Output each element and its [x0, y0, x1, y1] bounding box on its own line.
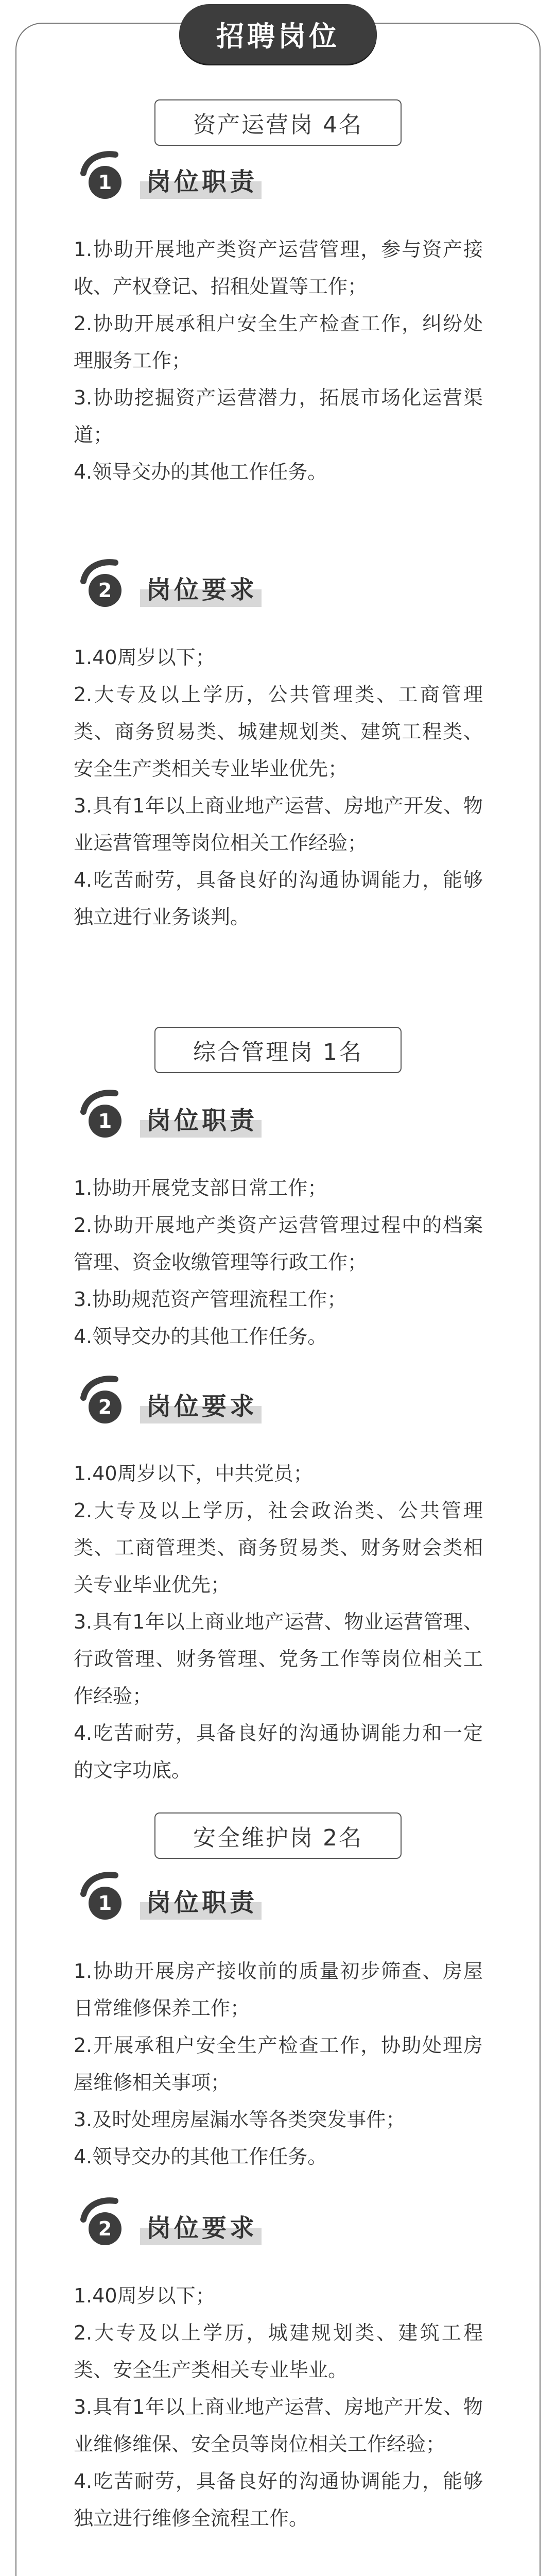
section-header-requirements — [77, 1374, 335, 1431]
list-item: 3.具有1年以上商业地产运营、物业运营管理、行政管理、财务管理、党务工作等岗位相关工作经验； — [74, 1611, 483, 1707]
list-item: 2.协助开展地产类资产运营管理过程中的档案管理、资金收缴管理等行政工作； — [74, 1214, 483, 1274]
list-item: 4.吃苦耐劳，具备良好的沟通协调能力，能够独立进行业务谈判。 — [74, 869, 483, 928]
section-heading: 岗位职责 — [146, 167, 258, 196]
section-number-badge: 1 — [89, 1105, 121, 1138]
list-item: 4.吃苦耐劳，具备良好的沟通协调能力和一定的文字功底。 — [74, 1722, 483, 1782]
list-item: 4.吃苦耐劳，具备良好的沟通协调能力，能够独立进行维修全流程工作。 — [74, 2470, 483, 2530]
list-item: 1.协助开展地产类资产运营管理，参与资产接收、产权登记、招租处置等工作； — [74, 238, 483, 298]
section-heading: 岗位要求 — [146, 1392, 258, 1421]
section-number-badge: 1 — [89, 1887, 121, 1920]
list-item: 2.开展承租户安全生产检查工作，协助处理房屋维修相关事项； — [74, 2034, 483, 2094]
position-title-tag — [154, 1027, 402, 1073]
section-header-duties — [77, 1088, 335, 1145]
section-header-requirements — [77, 2196, 335, 2252]
section-header-duties — [77, 1870, 335, 1927]
position-title-tag — [154, 99, 402, 146]
list-item: 4.领导交办的其他工作任务。 — [74, 461, 327, 483]
requirements-list — [74, 1455, 483, 1789]
section-heading: 岗位要求 — [146, 575, 258, 604]
page-title — [179, 4, 377, 64]
section-header-requirements — [77, 557, 335, 614]
list-item: 2.大专及以上学历，社会政治类、公共管理类、工商管理类、商务贸易类、财务财会类相关专业毕业优先； — [74, 1499, 483, 1596]
requirements-list — [74, 639, 483, 936]
position-title: 资产运营岗 4名 — [193, 112, 363, 138]
list-item: 1.协助开展房产接收前的质量初步筛查、房屋日常维修保养工作； — [74, 1960, 483, 2020]
section-number-badge: 1 — [89, 166, 121, 199]
duties-list — [74, 1953, 483, 2175]
list-item: 3.及时处理房屋漏水等各类突发事件； — [74, 2108, 406, 2131]
section-heading: 岗位职责 — [146, 1888, 258, 1917]
position-title: 综合管理岗 1名 — [193, 1039, 363, 1065]
position-title: 安全维护岗 2名 — [193, 1825, 363, 1851]
duties-list — [74, 1170, 483, 1355]
page-title-text: 招聘岗位 — [216, 20, 340, 53]
section-header-duties — [77, 149, 335, 206]
list-item: 1.40周岁以下； — [74, 646, 215, 669]
list-item: 2.大专及以上学历，公共管理类、工商管理类、商务贸易类、城建规划类、建筑工程类、安全生产类相关专业毕业优先； — [74, 683, 483, 780]
list-item: 4.领导交办的其他工作任务。 — [74, 2145, 327, 2168]
list-item: 3.具有1年以上商业地产运营、房地产开发、物业维修维保、安全员等岗位相关工作经验； — [74, 2396, 483, 2455]
section-heading: 岗位职责 — [146, 1106, 258, 1135]
list-item: 1.40周岁以下； — [74, 2284, 215, 2307]
section-number-badge: 2 — [89, 574, 121, 607]
section-number-badge: 2 — [89, 2212, 121, 2245]
list-item: 3.协助挖掘资产运营潜力，拓展市场化运营渠道； — [74, 386, 483, 446]
list-item: 1.40周岁以下，中共党员； — [74, 1462, 313, 1485]
decorative-wave — [16, 2538, 541, 2576]
list-item: 1.协助开展党支部日常工作； — [74, 1177, 327, 1199]
duties-list — [74, 231, 483, 490]
list-item: 4.领导交办的其他工作任务。 — [74, 1325, 327, 1348]
list-item: 3.协助规范资产管理流程工作； — [74, 1288, 347, 1311]
requirements-list — [74, 2277, 483, 2537]
position-title-tag — [154, 1812, 402, 1859]
list-item: 3.具有1年以上商业地产运营、房地产开发、物业运营管理等岗位相关工作经验； — [74, 794, 483, 854]
section-number-badge: 2 — [89, 1391, 121, 1423]
list-item: 2.协助开展承租户安全生产检查工作，纠纷处理服务工作； — [74, 312, 483, 372]
section-heading: 岗位要求 — [146, 2214, 258, 2243]
list-item: 2.大专及以上学历，城建规划类、建筑工程类、安全生产类相关专业毕业。 — [74, 2321, 483, 2381]
